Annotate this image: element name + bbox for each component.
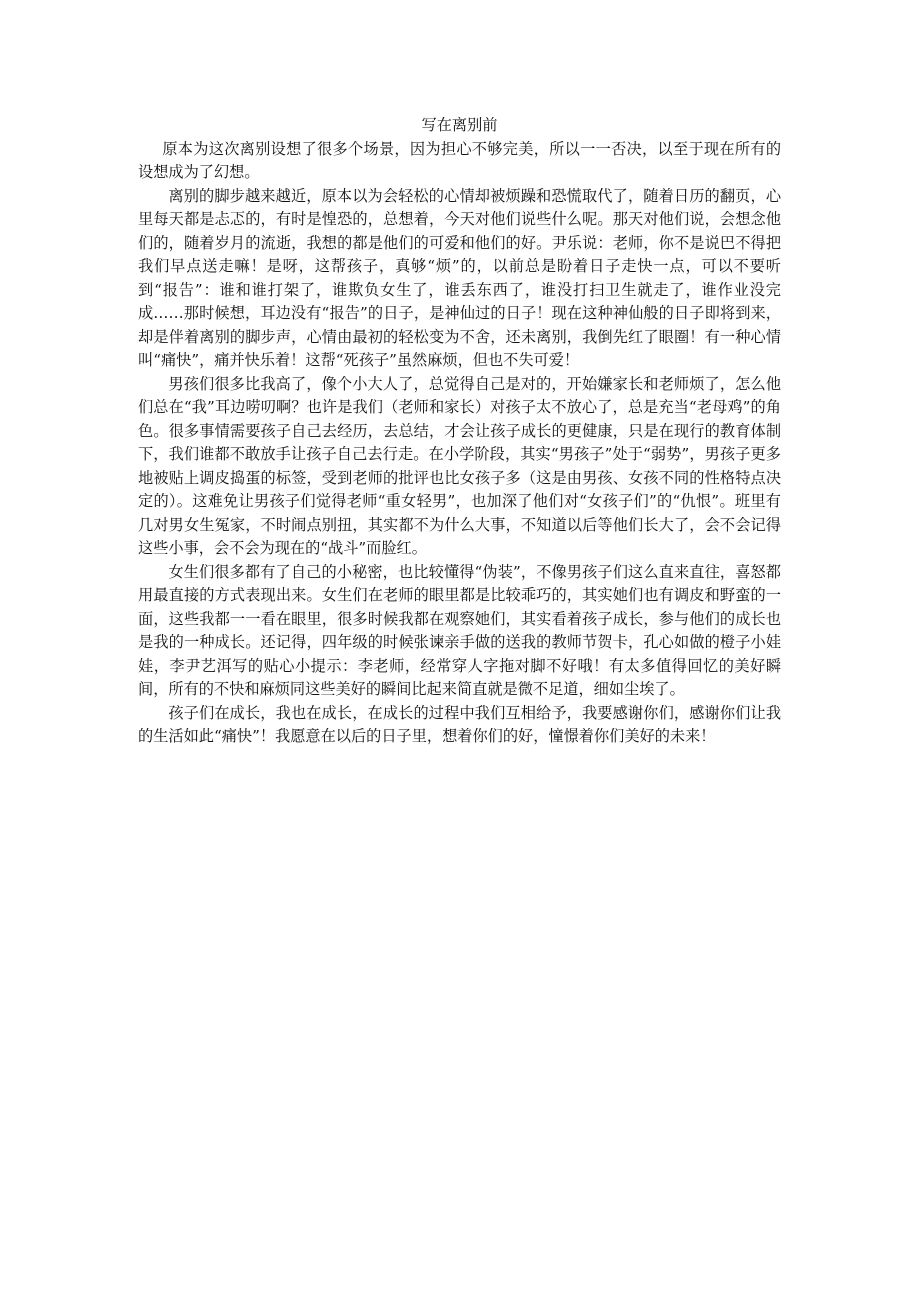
- document-title: 写在离别前: [421, 116, 498, 134]
- paragraph-1: 原本为这次离别设想了很多个场景，因为担心不够完美，所以一一否决，以至于现在所有的设想成为了幻想。: [138, 139, 781, 181]
- paragraph-2: 离别的脚步越来越近，原本以为会轻松的心情却被烦躁和恐慌取代了，随着日历的翻页，心里每天都是忐忑的，有时是惶恐的，总想着，今天对他们说些什么呢。那天对他们说，会想念他们的，随着岁月的流逝，我想的都是他们的可爱和他们的好。尹乐说：老师，你不是说巴不得把我们早点送走嘛！是呀，这帮孩子，真够“烦”的，以前总是盼着日子走快一点，可以不要听到“报告”：谁和谁打架了，谁欺负女生了，谁丢东西了，谁没打扫卫生就走了，谁作业没完成……那时候想，耳边没有“报告”的日子，是神仙过的日子！现在这种神仙般的日子即将到来，却是伴着离别的脚步声，心情由最初的轻松变为不舍，还未离别，我倒先红了眼圈！有一种心情叫“痛快”，痛并快乐着！这帮“死孩子”虽然麻烦，但也不失可爱！: [138, 186, 781, 369]
- paragraph-3: 男孩们很多比我高了，像个小大人了，总觉得自己是对的，开始嫌家长和老师烦了，怎么他们总在“我”耳边唠叨啊？也许是我们（老师和家长）对孩子太不放心了，总是充当“老母鸡”的角色。很多事情需要孩子自己去经历，去总结，才会让孩子成长的更健康，只是在现行的教育体制下，我们谁都不敢放手让孩子自己去行走。在小学阶段，其实“男孩子”处于“弱势”，男孩子更多地被贴上调皮捣蛋的标签，受到老师的批评也比女孩子多（这是由男孩、女孩不同的性格特点决定的）。这难免让男孩子们觉得老师“重女轻男”，也加深了他们对“女孩子们”的“仇恨”。班里有几对男女生冤家，不时闹点别扭，其实都不为什么大事，不知道以后等他们长大了，会不会记得这些小事，会不会为现在的“战斗”而脸红。: [138, 374, 781, 557]
- paragraph-4: 女生们很多都有了自己的小秘密，也比较懂得“伪装”，不像男孩子们这么直来直往，喜怒都用最直接的方式表现出来。女生们在老师的眼里都是比较乖巧的，其实她们也有调皮和野蛮的一面，这些我都一一看在眼里，很多时候我都在观察她们，其实看着孩子成长，参与他们的成长也是我的一种成长。还记得，四年级的时候张谏亲手做的送我的教师节贺卡，孔心如做的橙子小娃娃，李尹艺洱写的贴心小提示：李老师，经常穿人字拖对脚不好哦！有太多值得回忆的美好瞬间，所有的不快和麻烦同这些美好的瞬间比起来简直就是微不足道，细如尘埃了。: [138, 562, 781, 698]
- document-body: [138, 114, 781, 749]
- paragraph-5: 孩子们在成长，我也在成长，在成长的过程中我们互相给予，我要感谢你们，感谢你们让我的生活如此“痛快”！我愿意在以后的日子里，想着你们的好，憧憬着你们美好的未来！: [138, 703, 781, 745]
